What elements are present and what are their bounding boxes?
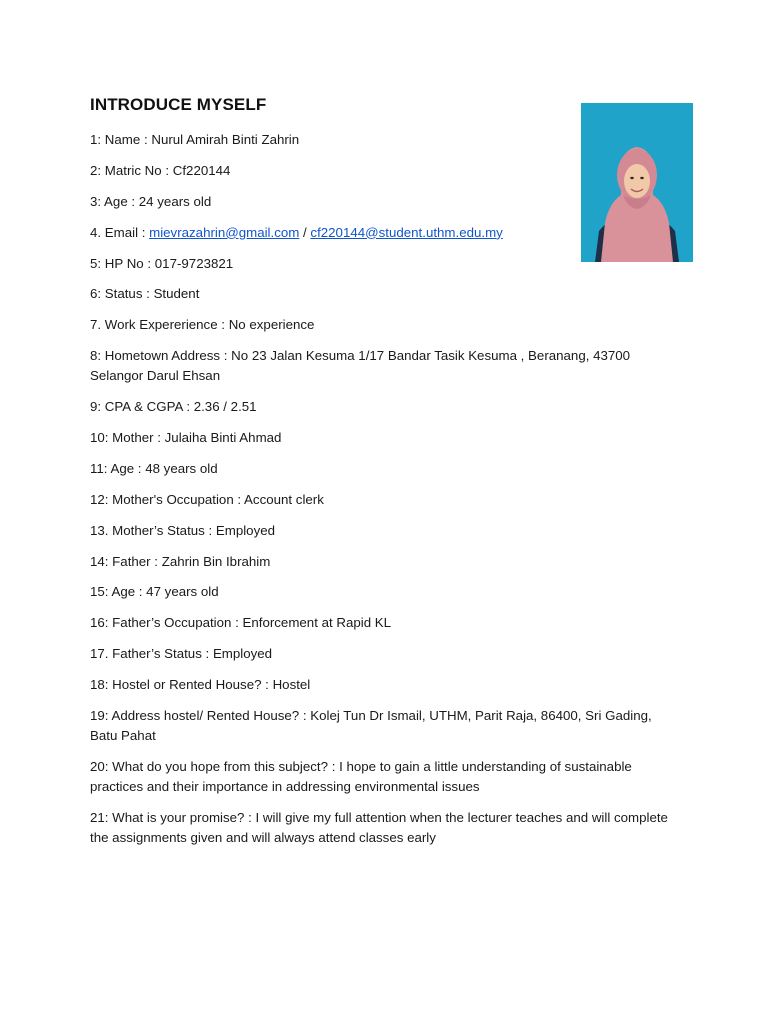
email-link-gmail[interactable]: mievrazahrin@gmail.com: [149, 224, 300, 240]
name-line: 1: Name : Nurul Amirah Binti Zahrin: [90, 132, 300, 147]
mother-status-line: 13. Mother’s Status : Employed: [90, 522, 276, 538]
mother-occupation-line: 12: Mother's Occupation : Account clerk: [90, 491, 324, 507]
email-line: [90, 223, 680, 243]
father-age-line: 15: Age : 47 years old: [90, 584, 219, 600]
promise-line: 21: What is your promise? : I will give my full attention when the lecturer teaches and will complete the assignments given and will always attend classes early: [90, 809, 668, 845]
email-label: 4. Email :: [90, 224, 150, 240]
father-status-line: 17. Father’s Status : Employed: [90, 646, 273, 662]
hp-line: 5: HP No : 017-9723821: [90, 255, 234, 271]
work-line: 7. Work Expererience : No experience: [90, 317, 315, 333]
hope-line: 20: What do you hope from this subject? : I hope to gain a little understanding of sustainable practices and their importance in addressing environmental issues: [90, 758, 632, 794]
status-line: 6: Status : Student: [90, 286, 200, 302]
profile-fields: [90, 130, 680, 859]
father-line: 14: Father : Zahrin Bin Ibrahim: [90, 553, 271, 569]
email-link-student[interactable]: cf220144@student.uthm.edu.my: [310, 224, 503, 240]
mother-age-line: 11: Age : 48 years old: [90, 460, 218, 476]
mother-line: 10: Mother : Julaiha Binti Ahmad: [90, 430, 282, 446]
email-separator: /: [299, 224, 311, 240]
father-occupation-line: 16: Father’s Occupation : Enforcement at Rapid KL: [90, 615, 392, 631]
hostel-address-line: 19: Address hostel/ Rented House? : Kolej Tun Dr Ismail, UTHM, Parit Raja, 86400, Sri Gading, Batu Pahat: [90, 708, 652, 744]
hostel-line: 18: Hostel or Rented House? : Hostel: [90, 677, 311, 693]
page-title: INTRODUCE MYSELF: [90, 95, 267, 114]
cpa-line: 9: CPA & CGPA : 2.36 / 2.51: [90, 399, 257, 415]
matric-line: 2: Matric No : Cf220144: [90, 162, 231, 178]
age-line: 3: Age : 24 years old: [90, 193, 212, 209]
hometown-line: 8: Hometown Address : No 23 Jalan Kesuma 1/17 Bandar Tasik Kesuma , Beranang, 43700 Selangor Darul Ehsan: [90, 348, 631, 384]
